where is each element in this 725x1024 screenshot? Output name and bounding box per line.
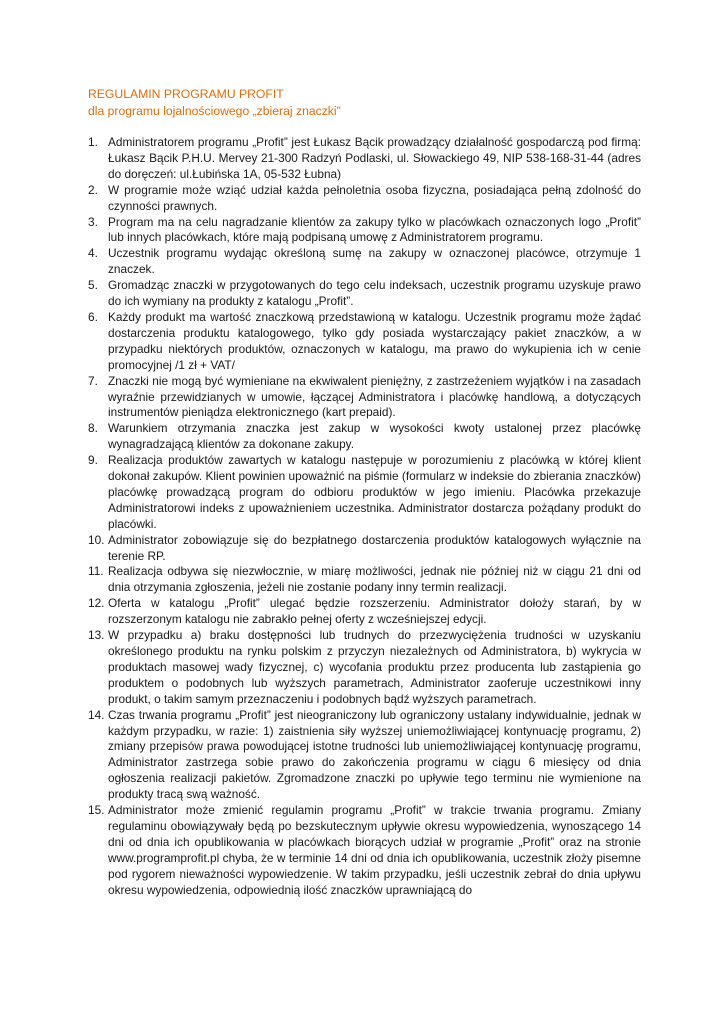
rule-text: W przypadku a) braku dostępności lub trudnych do przezwyciężenia trudności w uzyskaniu określonego produktu na rynku polskim z przyczyn niezależnych od Administratora, b) wykrycia w produktach masowej wady fizycznej, c) wycofania produktu przez producenta lub zastąpienia go produktem o podobnych lub wyższych parametrach, Administrator zaoferuje uczestnikowi inny produkt, o takim samym przeznaczeniu i podobnych bądź wyższych parametrach.	[108, 628, 641, 706]
rule-text: Realizacja odbywa się niezwłocznie, w miarę możliwości, jednak nie później niż w ciągu 21 dni od dnia otrzymania zgłoszenia, jeżeli nie zostanie podany inny termin realizacji.	[108, 564, 641, 595]
rule-item	[88, 453, 641, 533]
rule-item	[88, 564, 641, 596]
rule-item	[88, 596, 641, 628]
rule-item	[88, 135, 641, 183]
rule-number: 15.	[88, 803, 105, 818]
rule-number: 4.	[88, 246, 98, 261]
rule-text: Administrator zobowiązuje się do bezpłatnego dostarczenia produktów katalogowych wyłącznie na terenie RP.	[108, 532, 641, 563]
rule-number: 13.	[88, 628, 105, 643]
rule-text: Administratorem programu „Profit” jest Łukasz Bącik prowadzący działalność gospodarczą pod firmą: Łukasz Bącik P.H.U. Mervey 21-300 Radzyń Podlaski, ul. Słowackiego 49, NIP 538-168-31-44 (adres do doręczeń: ul.Łubińska 1A, 05-532 Łubna)	[108, 135, 641, 181]
rule-item	[88, 803, 641, 898]
rule-item	[88, 278, 641, 310]
rule-number: 5.	[88, 278, 98, 293]
rule-item	[88, 533, 641, 565]
rule-text: Uczestnik programu wydając określoną sumę na zakupy w oznaczonej placówce, otrzymuje 1 znaczek.	[108, 246, 641, 277]
rule-text: Gromadząc znaczki w przygotowanych do tego celu indeksach, uczestnik programu uzyskuje prawo do ich wymiany na produkty z katalogu „Profit”.	[108, 278, 641, 309]
rule-text: Administrator może zmienić regulamin programu „Profit” w trakcie trwania programu. Zmiany regulaminu obowiązywały będą po bezskutecznym upływie okresu wypowiedzenia, wynoszącego 14 dni od dnia ich opublikowania w placówkach biorących udział w programie „Profit” oraz na stronie www.programprofit.pl chyba, że w terminie 14 dni od dnia ich opublikowania, uczestnik złoży pisemne pod rygorem nieważności wypowiedzenie. W takim przypadku, jeśli uczestnik zebrał do dnia upływu okresu wypowiedzenia, odpowiednią ilość znaczków uprawniającą do	[108, 803, 641, 897]
rule-text: Realizacja produktów zawartych w katalogu następuje w porozumieniu z placówką w której klient dokonał zakupów. Klient powinien upoważnić na piśmie (formularz w indeksie do zbierania znaczków) placówkę prowadzącą program do odbioru produktów w jego imieniu. Placówka przekazuje Administratorowi indeks z upoważnieniem uczestnika. Administrator dostarcza pożądany produkt do placówki.	[108, 453, 641, 531]
document-header	[88, 86, 648, 120]
rule-number: 14.	[88, 707, 105, 722]
rule-number: 2.	[88, 182, 98, 197]
rule-text: W programie może wziąć udział każda pełnoletnia osoba fizyczna, posiadająca pełną zdolność do czynności prawnych.	[108, 182, 641, 213]
rule-number: 11.	[88, 564, 104, 579]
rule-text: Program ma na celu nagradzanie klientów za zakupy tylko w placówkach oznaczonych logo „Profit” lub innych placówkach, które mają podpisaną umowę z Administratorem programu.	[108, 214, 641, 245]
rule-item	[88, 421, 641, 453]
document-subtitle: dla programu lojalnościowego „zbieraj znaczki”	[88, 104, 341, 118]
rule-text: Oferta w katalogu „Profit” ulegać będzie rozszerzeniu. Administrator dołoży starań, by w rozszerzonym katalogu nie zabrakło pełnej oferty z wcześniejszej edycji.	[108, 596, 641, 627]
rule-number: 10.	[88, 532, 105, 547]
rule-text: Warunkiem otrzymania znaczka jest zakup w wysokości kwoty ustalonej przez placówkę wynagradzającą klientów za dokonane zakupy.	[108, 421, 641, 452]
rule-item	[88, 215, 641, 247]
rule-text: Czas trwania programu „Profit” jest nieograniczony lub ograniczony ustalany indywidualnie, jednak w każdym przypadku, w razie: 1) zaistnienia siły wyższej uniemożliwiającej kontynuację programu, 2) zmiany przepisów prawa powodującej istotne trudności lub uniemożliwiającej kontynuację programu, Administrator zastrzega sobie prawo do zakończenia programu w ciągu 6 miesięcy od dnia ogłoszenia realizacji pakietów. Zgromadzone znaczki po upływie tego terminu nie wymienione na produkty tracą swą ważność.	[108, 707, 641, 802]
rule-text: Każdy produkt ma wartość znaczkową przedstawioną w katalogu. Uczestnik programu może żądać dostarczenia produktu katalogowego, tylko gdy posiada wystarczający pakiet znaczków, a w przypadku niektórych produktów, oznaczonych w katalogu, ma prawo do wykupienia ich w cenie promocyjnej /1 zł + VAT/	[108, 309, 641, 372]
rule-item	[88, 183, 641, 215]
rule-item	[88, 246, 641, 278]
rule-number: 7.	[88, 373, 98, 388]
rule-item	[88, 374, 641, 422]
document-title: REGULAMIN PROGRAMU PROFIT	[88, 87, 284, 101]
rule-text: Znaczki nie mogą być wymieniane na ekwiwalent pieniężny, z zastrzeżeniem wyjątków i na zasadach wyraźnie przewidzianych w umowie, łączącej Administratora i placówkę handlową, a dotyczących instrumentów pieniądza elektronicznego (kart prepaid).	[108, 373, 641, 420]
rule-number: 3.	[88, 214, 98, 229]
rule-number: 12.	[88, 596, 105, 611]
rule-number: 6.	[88, 309, 98, 324]
rules-list	[88, 135, 641, 899]
rule-number: 9.	[88, 453, 98, 468]
rule-item	[88, 310, 641, 374]
rule-item	[88, 628, 641, 708]
rule-number: 8.	[88, 421, 98, 436]
rule-item	[88, 708, 641, 803]
rule-number: 1.	[88, 135, 98, 149]
